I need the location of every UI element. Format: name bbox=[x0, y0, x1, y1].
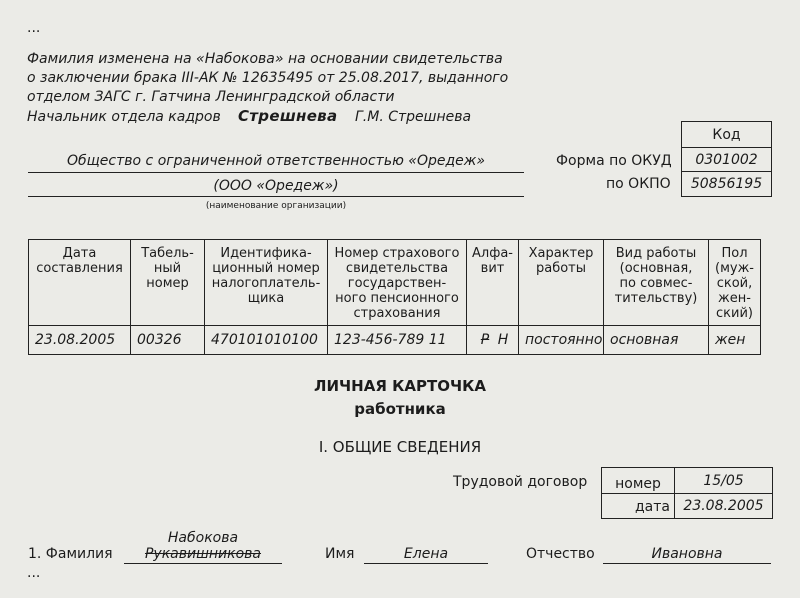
card-title: ЛИЧНАЯ КАРТОЧКА bbox=[314, 377, 486, 395]
header-cell: Пол (муж- ской, жен- ский) bbox=[709, 240, 761, 326]
inn-cell: 470101010100 bbox=[205, 326, 328, 355]
header-cell: Вид работы (основная, по совмес- тительству) bbox=[604, 240, 709, 326]
contract-date-label: дата bbox=[635, 499, 670, 515]
codes-header: Код bbox=[712, 127, 741, 143]
section-title: I. ОБЩИЕ СВЕДЕНИЯ bbox=[318, 438, 482, 456]
contract-box bbox=[601, 467, 773, 519]
ellipsis-top: ... bbox=[27, 20, 41, 36]
name-value: Елена bbox=[403, 546, 449, 562]
annotation-line-3: отделом ЗАГС г. Гатчина Ленинградской области bbox=[27, 89, 395, 105]
codes-box bbox=[681, 121, 772, 197]
contract-number-value: 15/05 bbox=[703, 473, 744, 489]
surname-new: Набокова bbox=[167, 530, 239, 546]
patronymic-line bbox=[603, 563, 771, 564]
work-type-cell: постоянно bbox=[519, 326, 604, 355]
annotation-signer-name: Г.М. Стрешнева bbox=[355, 109, 472, 125]
contract-date-value: 23.08.2005 bbox=[683, 498, 764, 514]
header-cell: Табель- ный номер bbox=[131, 240, 205, 326]
tab-number-cell: 00326 bbox=[131, 326, 205, 355]
organization-caption: (наименование организации) bbox=[205, 201, 347, 211]
ellipsis-bottom: ... bbox=[27, 565, 41, 581]
surname-old: Рукавишникова bbox=[144, 546, 262, 562]
table-header-row bbox=[29, 240, 761, 326]
alphabet-old: Р bbox=[480, 331, 490, 348]
organization-line-2 bbox=[28, 196, 524, 197]
card-subtitle: работника bbox=[354, 400, 446, 418]
okpo-value: 50856195 bbox=[682, 171, 771, 196]
organization-short-name: (ООО «Оредеж») bbox=[213, 178, 339, 194]
surname-line bbox=[124, 563, 282, 564]
table-row bbox=[29, 326, 761, 355]
alphabet-new: Н bbox=[497, 331, 509, 348]
annotation-line-2: о заключении брака III-АК № 12635495 от 25.08.2017, выданного bbox=[27, 70, 509, 86]
contract-number-label: номер bbox=[615, 476, 661, 492]
okud-value: 0301002 bbox=[682, 147, 771, 172]
annotation-line-1: Фамилия изменена на «Набокова» на основании свидетельства bbox=[27, 51, 503, 67]
okpo-label: по ОКПО bbox=[606, 176, 671, 192]
header-cell: Номер страхового свидетельства государствен- ного пенсионного страхования bbox=[328, 240, 467, 326]
surname-label: 1. Фамилия bbox=[28, 546, 113, 562]
header-cell: Идентифика- ционный номер налогоплатель- щика bbox=[205, 240, 328, 326]
header-cell: Характер работы bbox=[519, 240, 604, 326]
annotation-signer-position: Начальник отдела кадров bbox=[27, 109, 221, 125]
date-cell: 23.08.2005 bbox=[29, 326, 131, 355]
okud-label: Форма по ОКУД bbox=[556, 153, 672, 169]
header-cell: Алфа- вит bbox=[467, 240, 519, 326]
employee-data-table bbox=[28, 239, 761, 355]
patronymic-label: Отчество bbox=[526, 546, 595, 562]
work-kind-cell: основная bbox=[604, 326, 709, 355]
name-label: Имя bbox=[325, 546, 355, 562]
patronymic-value: Ивановна bbox=[651, 546, 723, 562]
name-line bbox=[364, 563, 488, 564]
header-cell: Дата составления bbox=[29, 240, 131, 326]
gender-cell: жен bbox=[709, 326, 761, 355]
alphabet-cell bbox=[467, 326, 519, 355]
snils-cell: 123-456-789 11 bbox=[328, 326, 467, 355]
signature: Стрешнева bbox=[238, 107, 338, 125]
organization-line-1 bbox=[28, 172, 524, 173]
organization-full-name: Общество с ограниченной ответственностью «Оредеж» bbox=[66, 153, 486, 169]
contract-label: Трудовой договор bbox=[453, 474, 588, 490]
